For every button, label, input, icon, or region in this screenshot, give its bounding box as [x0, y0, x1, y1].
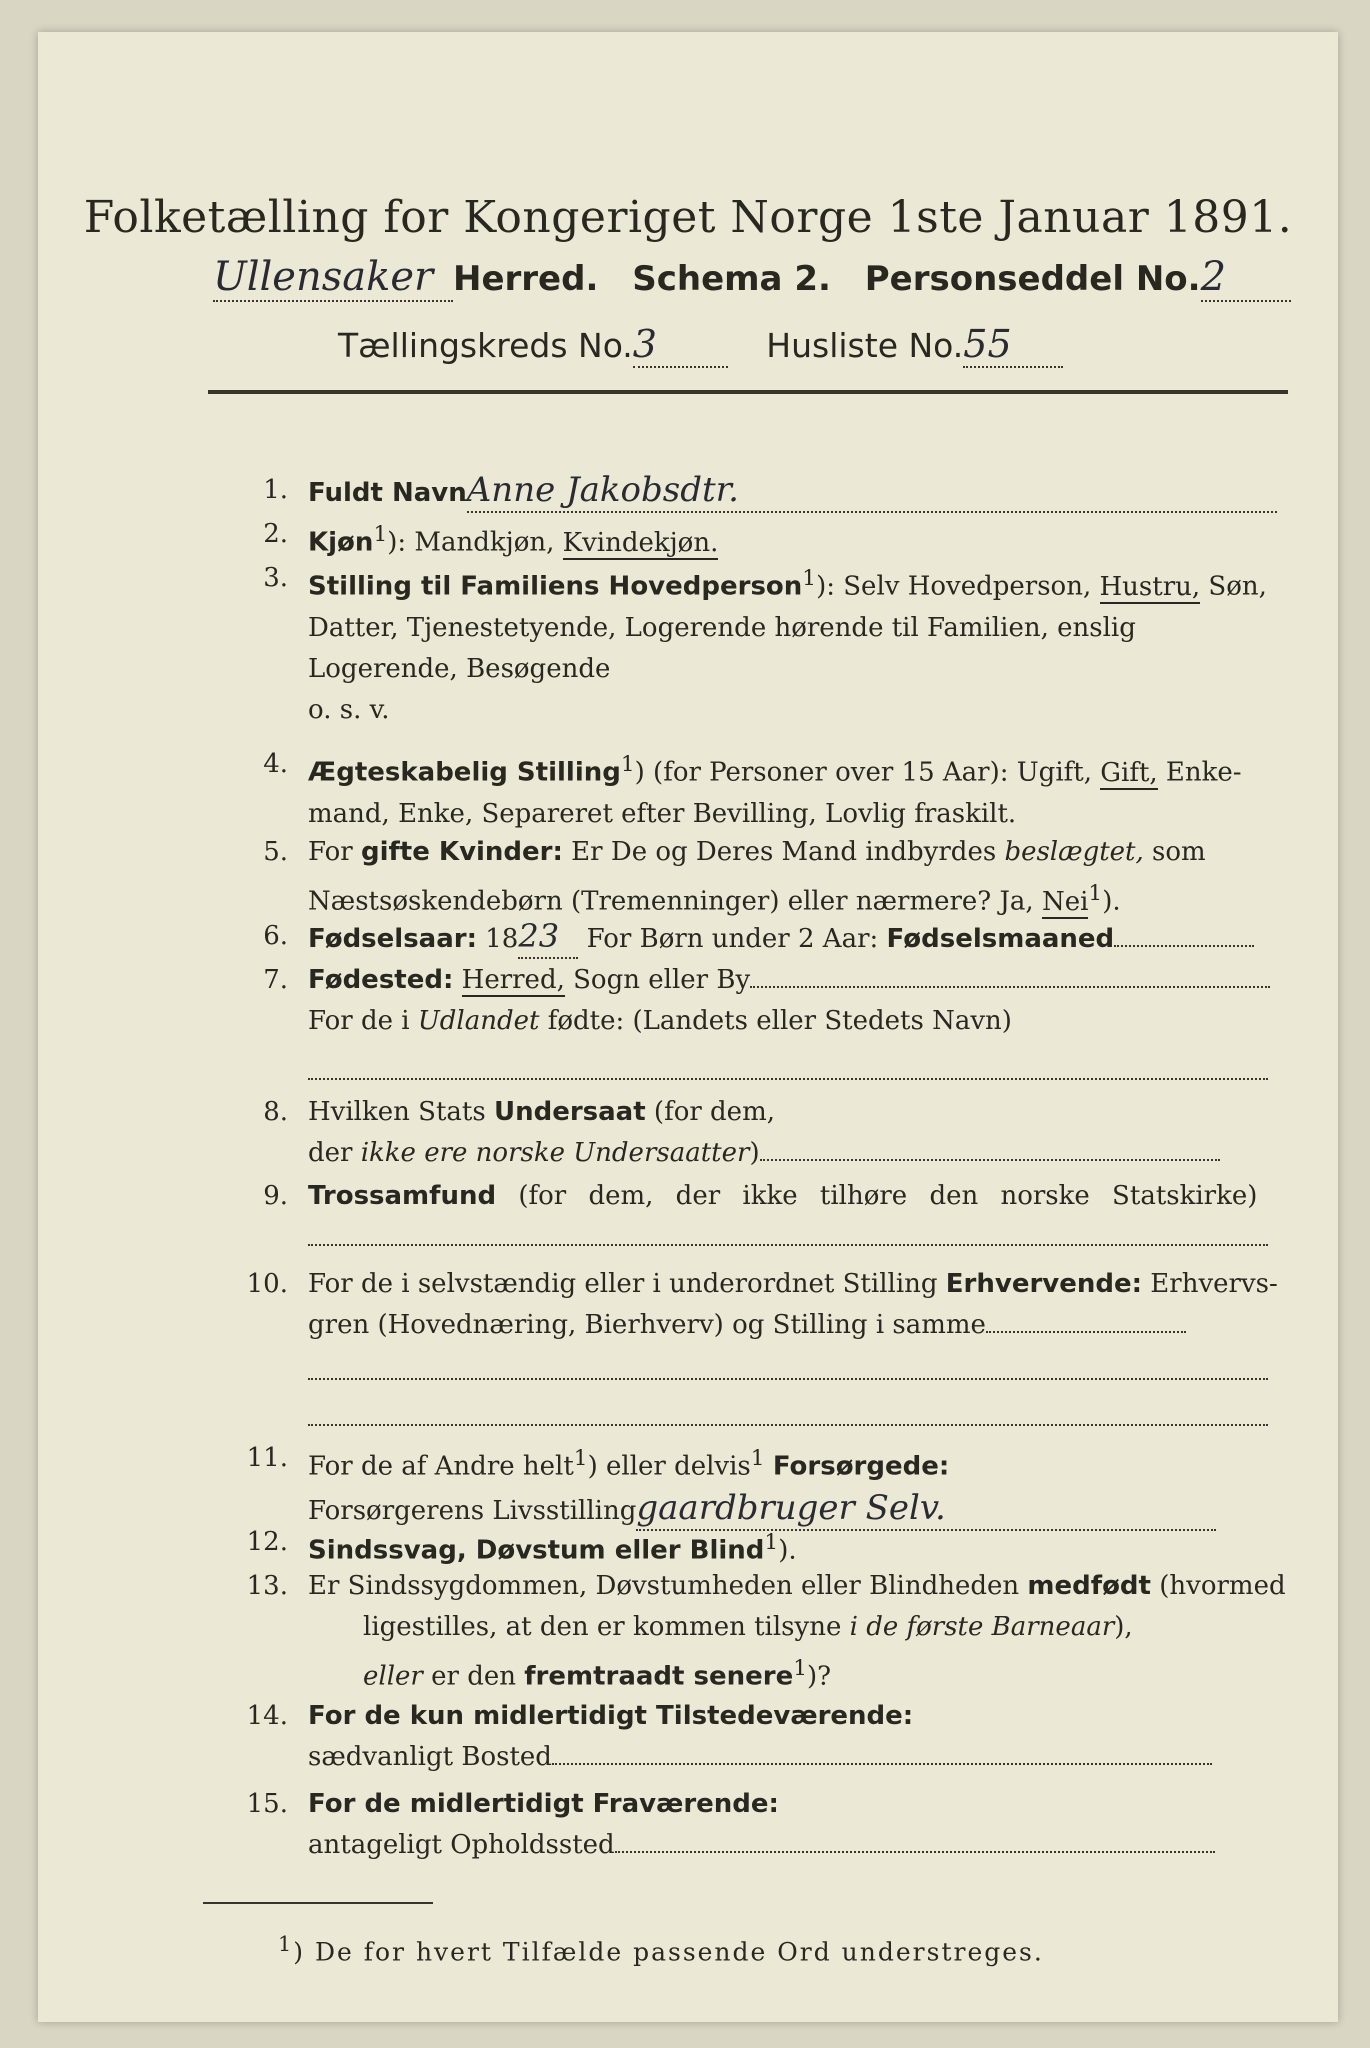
item-text: ligestilles, at den er kommen tilsyne [363, 1612, 850, 1642]
item-number: 2. [263, 519, 288, 549]
item-text: For de i selvstændig eller i underordnet Stilling [308, 1269, 946, 1299]
fill-line [760, 1159, 1220, 1161]
item-label: Trossamfund [308, 1181, 497, 1211]
item-text: er den [422, 1661, 525, 1692]
item-text: Næstsøskendebørn (Tremenninger) eller nærmere? Ja, [308, 886, 1042, 917]
item-label: Sindssvag, Døvstum eller Blind [308, 1535, 765, 1566]
provider-occupation-value: gaardbruger Selv. [636, 1488, 1216, 1531]
item-text: Sogn eller By [564, 965, 751, 995]
item-text: ). [1102, 886, 1121, 917]
item-text: For [308, 837, 361, 867]
item-text: Forsørgerens Livsstilling [308, 1495, 637, 1526]
form-title: Folketælling for Kongeriget Norge 1ste Januar 1891. [83, 192, 1293, 243]
item-number: 9. [263, 1181, 288, 1211]
footnote-mark: 1 [750, 1446, 765, 1471]
header-line-2 [338, 322, 1063, 368]
item-text: som [1143, 837, 1206, 867]
item-text: ): Mandkjøn, [387, 527, 563, 558]
fill-line [308, 1376, 1268, 1380]
item-number: 3. [263, 563, 288, 593]
census-form-page [38, 32, 1338, 2022]
item-text: ). [778, 1535, 797, 1566]
item-line [308, 1133, 1298, 1174]
personseddel-label: Personseddel No. [864, 259, 1201, 299]
underlined-choice: Gift, [1100, 757, 1158, 788]
item-text: (for dem, der ikke tilhøre den norske Statskirke) [496, 1181, 1258, 1211]
item-line: mand, Enke, Separeret efter Bevilling, Lovlig fraskilt. [308, 798, 1017, 829]
item-label: Fødested: [308, 965, 454, 995]
item-line [308, 1784, 1298, 1825]
item-text: For de i [308, 1006, 418, 1036]
herred-label: Herred. [453, 259, 599, 299]
full-name-value: Anne Jakobsdtr. [467, 470, 1277, 513]
item-label: Undersaat [493, 1097, 646, 1127]
item-text: For de af Andre helt [308, 1451, 574, 1482]
item-text: Er Sindssygdommen, Døvstumheden eller Blindheden [308, 1571, 1028, 1601]
item-text: ), [1114, 1612, 1133, 1642]
schema-label: Schema 2. [632, 259, 831, 299]
item-line: Logerende, Besøgende [308, 653, 611, 684]
item-text: antageligt Opholdssted [308, 1830, 615, 1860]
item-line [308, 1438, 1298, 1488]
item-text: fødte: (Landets eller Stedets Navn) [539, 1006, 1012, 1036]
item-line [308, 960, 1298, 1001]
header-line-1 [213, 254, 1293, 302]
item-line [308, 1607, 1298, 1648]
item-text: (for dem, [645, 1097, 775, 1127]
item-number: 5. [263, 837, 288, 867]
footnote-mark: 1 [278, 1932, 294, 1956]
fill-line [308, 1422, 1268, 1426]
item-italic: eller [363, 1661, 423, 1692]
footnote-rule [203, 1902, 433, 1904]
item-label: For de kun midlertidigt Tilstedeværende: [308, 1701, 914, 1731]
item-text: ) [749, 1138, 760, 1168]
footnote-mark: 1 [1088, 881, 1103, 906]
footnote-mark: 1 [373, 522, 388, 547]
item-line [308, 1825, 1298, 1866]
item-text: Erhvervs- [1142, 1269, 1278, 1299]
item-number: 8. [263, 1097, 288, 1127]
item-line: o. s. v. [308, 694, 390, 725]
footnote-mark: 1 [573, 1446, 588, 1471]
item-text: ) eller delvis [587, 1451, 751, 1482]
item-label: Fødselsmaaned [886, 924, 1115, 954]
fill-line [750, 986, 1270, 988]
item-text: ): Selv Hovedperson, [816, 571, 1100, 602]
item-number: 10. [246, 1269, 288, 1299]
item-label: medfødt [1027, 1571, 1151, 1601]
item-label: Stilling til Familiens Hovedperson [308, 571, 803, 602]
item-text: Enke- [1157, 757, 1242, 788]
footnote-text: ) De for hvert Tilfælde passende Ord understreges. [293, 1937, 1044, 1967]
footnote-mark: 1 [802, 566, 817, 591]
item-line [308, 1737, 1298, 1778]
husliste-value: 55 [963, 322, 1063, 368]
item-number: 14. [246, 1701, 288, 1731]
item-text: Hvilken Stats [308, 1097, 494, 1127]
underlined-choice: Hustru, [1099, 571, 1201, 602]
item-italic: ikke ere norske Undersaatter [360, 1138, 750, 1168]
item-label: fremtraadt senere [524, 1661, 794, 1692]
item-line [308, 832, 1298, 873]
footnote [278, 1932, 1044, 1966]
item-italic: Udlandet [417, 1006, 540, 1036]
footnote-mark: 1 [620, 752, 635, 777]
fill-line [308, 1242, 1268, 1246]
underlined-choice: Herred, [461, 965, 565, 995]
item-text: sædvanligt Bosted [308, 1742, 552, 1772]
item-label: Fødselsaar: [308, 924, 477, 954]
item-number: 7. [263, 965, 288, 995]
item-number: 1. [263, 475, 288, 505]
item-line [308, 558, 1298, 608]
item-label: Erhvervende: [945, 1269, 1143, 1299]
item-line [308, 1566, 1298, 1607]
item-line: Datter, Tjenestetyende, Logerende hørende til Familien, enslig [308, 612, 1136, 643]
item-number: 15. [246, 1789, 288, 1819]
herred-value: Ullensaker [213, 254, 453, 302]
item-number: 4. [263, 749, 288, 779]
fill-line [552, 1763, 1212, 1765]
item-line [308, 744, 1298, 794]
husliste-label: Husliste No. [766, 326, 964, 365]
item-text: Søn, [1200, 571, 1267, 602]
item-number: 12. [246, 1527, 288, 1557]
fill-line [986, 1331, 1186, 1333]
item-line [308, 1648, 1298, 1698]
item-text: For Børn under 2 Aar: [586, 924, 887, 954]
birth-year-value: 23 [518, 916, 578, 959]
item-label: Kjøn [308, 527, 374, 558]
item-number: 13. [246, 1571, 288, 1601]
item-text: der [308, 1138, 361, 1168]
kreds-value: 3 [633, 322, 728, 368]
underlined-choice: Kvindekjøn. [562, 527, 719, 558]
kreds-label: Tællingskreds No. [338, 326, 633, 365]
item-number: 11. [246, 1443, 288, 1473]
fill-line [615, 1851, 1215, 1853]
underlined-choice: Nei [1041, 886, 1089, 917]
fill-line [1114, 945, 1254, 947]
item-line [308, 1696, 1298, 1737]
item-number: 6. [263, 921, 288, 951]
item-italic: i de første Barneaar [849, 1612, 1115, 1642]
header-rule [208, 390, 1288, 394]
item-line [308, 1264, 1298, 1305]
footnote-mark: 1 [764, 1530, 779, 1555]
item-line [308, 1092, 1298, 1133]
item-line [308, 1001, 1298, 1042]
item-italic: beslægtet, [1004, 837, 1144, 867]
fill-line [308, 1076, 1268, 1080]
item-line [308, 1305, 1298, 1346]
personseddel-value: 2 [1201, 254, 1291, 302]
item-label: Forsørgede: [772, 1451, 950, 1482]
item-label: gifte Kvinder: [360, 837, 563, 867]
item-text: (hvormed [1150, 1571, 1286, 1601]
item-label: Fuldt Navn [308, 478, 467, 508]
year-prefix: 18 [485, 924, 519, 954]
item-label: For de midlertidigt Fraværende: [308, 1789, 779, 1819]
item-text: ) (for Personer over 15 Aar): Ugift, [634, 757, 1101, 788]
item-label: Ægteskabelig Stilling [308, 757, 621, 788]
footnote-mark: 1 [793, 1656, 808, 1681]
item-text: )? [807, 1661, 832, 1692]
item-text: gren (Hovednæring, Bierhverv) og Stilling i samme [308, 1310, 986, 1340]
item-text: Er De og Deres Mand indbyrdes [562, 837, 1005, 867]
